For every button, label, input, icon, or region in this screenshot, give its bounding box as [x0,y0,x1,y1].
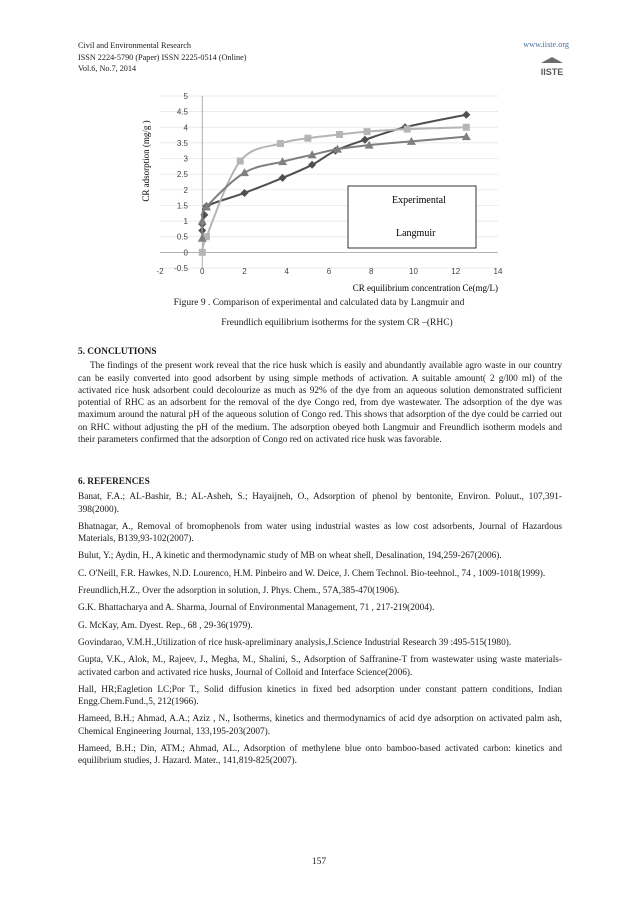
reference-item: C. O'Neill, F.R. Hawkes, N.D. Lourenco, H.M. Pinbeiro and W. Deice, J. Chem Technol. Bio-teehnol., 74 , 1009-1018(1999). [78,568,546,579]
y-tick-label: 3.5 [176,138,188,148]
legend-entry-experimental: Experimental [392,195,446,206]
x-tick-label: 2 [242,267,247,276]
iiste-logo [538,55,566,79]
data-point-square [336,131,343,138]
conclusions-heading: 5. CONCLUTIONS [78,347,157,357]
x-tick-label: 0 [200,267,205,276]
journal-name: Civil and Environmental Research [78,41,192,50]
data-point-square [199,249,206,256]
data-point-square [237,158,244,165]
reference-item: Bulut, Y.; Aydin, H., A kinetic and thermodynamic study of MB on wheat shell, Desalination, 194,259-267(2006). [78,551,502,562]
logo-text: IISTE [540,67,564,77]
x-tick-label: 6 [326,267,332,276]
y-tick-label: 2 [183,185,188,195]
volume-line: Vol.6, No.7, 2014 [78,64,137,73]
issn-line: ISSN 2224-5790 (Paper) ISSN 2225-0514 (Online) [78,52,247,62]
y-tick-label: 3 [183,154,188,164]
data-point-square [463,124,470,131]
reference-item: Hameed, B.H.; Din, ATM.; Ahmad, AL., Adsorption of methylene blue onto bamboo-based activated carbon: kinetics and equilibrium studies, J. Hazard. Mater., 141,819-825(2007). [78,744,562,767]
references-heading: 6. REFERENCES [78,477,150,487]
reference-item: G. McKay, Am. Dyest. Rep., 68 , 29-36(1979). [78,620,253,631]
conclusions-section [78,346,562,446]
y-tick-label: 0.5 [176,232,188,242]
x-tick-label: 12 [451,267,461,276]
reference-item: Freundlich,H.Z., Over the adsorption in solution, J. Phys. Chem., 57A,385-470(1906). [78,586,400,597]
y-tick-label: 2.5 [176,170,188,180]
data-point-square [304,135,311,142]
x-tick-label: 4 [284,267,289,276]
y-tick-label: 4.5 [176,107,188,117]
data-point-diamond [308,161,316,169]
journal-website-link[interactable]: www.iiste.org [523,40,569,49]
data-point-diamond [279,174,287,182]
y-tick-label: -0.5 [174,264,188,273]
y-tick-label: 0 [183,248,188,258]
figure-caption-line-2: Freundlich equilibrium isotherms for the system CR –(RHC) [221,318,453,328]
y-tick-labels [174,92,188,273]
references-section [78,476,562,773]
chart-legend [348,186,476,248]
x-tick-label: 14 [493,267,503,276]
x-tick-label: 10 [409,267,418,276]
data-point-square [404,126,411,133]
x-tick-label: -2 [156,267,164,276]
figure-caption-line-1: Figure 9 . Comparison of experimental and calculated data by Langmuir and [173,298,465,308]
reference-item: Hall, HR;Eagletion LC;Por T., Solid diffusion kinetics in fixed bed adsorption under constant pattern conditions, Indian Engg.Chem.Fund.,5, 212(1966). [78,684,562,708]
y-tick-label: 4 [183,123,188,133]
data-point-square [277,140,284,147]
y-tick-label: 5 [183,92,188,101]
page-number: 157 [311,857,327,867]
running-header [78,40,247,75]
x-tick-label: 8 [369,267,374,276]
reference-item: G.K. Bhattacharya and A. Sharma, Journal of Environmental Management, 71 , 217-219(2004). [78,603,435,614]
reference-item: Govindarao, V.M.H.,Utilization of rice husk-apreliminary analysis,J.Science Industrial Research 39 :495-515(1980). [78,637,512,648]
data-point-triangle [240,168,249,176]
reference-item: Hameed, B.H.; Ahmad, A.A.; Aziz , N., Isotherms, kinetics and thermodynamics of acid dye adsorption on activated palm ash, Chemical Engineering Journal, 133,195-203(2007). [78,714,562,737]
y-axis-label: CR adsorption (mg/g ) [141,120,151,202]
x-tick-labels [156,267,503,276]
isotherm-chart [130,86,510,296]
reference-item: Bhatnagar, A., Removal of bromophenols from water using industrial wastes as low cost adsorbents, Journal of Hazardous Materials, B139,93-102(2007). [78,521,562,545]
conclusions-paragraph: The findings of the present work reveal that the rice husk which is easily and abundantly available agro waste in our country can be easily converted into good adsorbent by using simple methods of activation. A suitable amount( 2 g/l00 ml) of the activated rice husk adsorbent could decolourize as much as 92% of the dye from an aqueous solution demonstrated sufficient potential of RHC as an adsorbent for the removal of the dye Congo red, from dye wastewater. The adsorption of the dye was maximum around the natural pH of the aqueous solution of Congo red. This shows that adsorption of the dye could be carried out on RHC without adjusting the pH of the medium. The adsorption obeyed both Langmuir and Freundlich isotherm models and their parameters confirmed that the adsorption of Congo red on activated rice husk was favorable. [78,361,562,446]
legend-entry-langmuir: Langmuir [396,228,436,239]
data-point-square [364,128,371,135]
y-tick-label: 1 [183,217,188,227]
y-tick-label: 1.5 [176,201,188,211]
reference-item: Banat, F.A.; AL-Bashir, B.; AL-Asheh, S.; Hayaijneh, O., Adsorption of phenol by bentonite, Environ. Poluut., 107,391-398(2000). [78,492,562,515]
reference-item: Gupta, V.K., Alok, M., Rajeev, J., Megha, M., Shalini, S., Adsorption of Saffranine-T from wastewater using waste materials-activated carbon and activated rice husks, Journal of Colloid and Interface Science(2006). [78,655,562,678]
x-axis-label: CR equilibrium concentration Ce(mg/L) [352,283,498,293]
